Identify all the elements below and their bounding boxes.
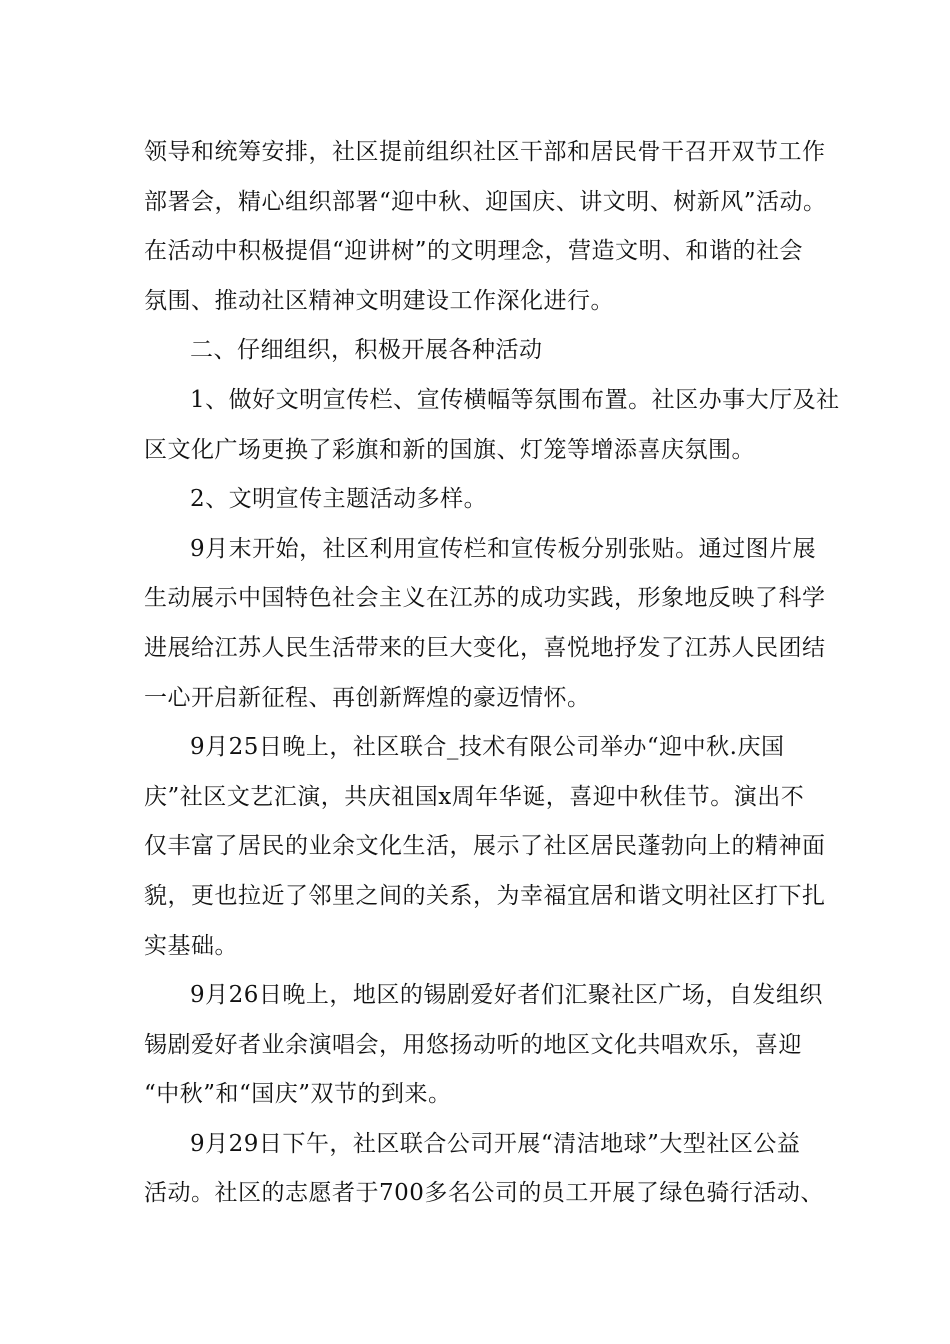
text-line: 9月26日晚上，地区的锡剧爱好者们汇聚社区广场，自发组织 (190, 982, 823, 1009)
text-line: 进展给江苏人民生活带来的巨大变化，喜悦地抒发了江苏人民团结 (144, 634, 826, 661)
text-line: 仅丰富了居民的业余文化生活，展示了社区居民蓬勃向上的精神面 (144, 833, 826, 860)
text-line: 一心开启新征程、再创新辉煌的豪迈情怀。 (144, 684, 591, 711)
text-line: 生动展示中国特色社会主义在江苏的成功实践，形象地反映了科学 (144, 585, 826, 612)
text-line: 在活动中积极提倡“迎讲树”的文明理念，营造文明、和谐的社会 (144, 238, 804, 265)
text-line: 锡剧爱好者业余演唱会，用悠扬动听的地区文化共唱欢乐，喜迎 (144, 1031, 802, 1058)
text-line: 9月末开始，社区利用宣传栏和宣传板分别张贴。通过图片展 (190, 535, 817, 562)
text-line: “中秋”和“国庆”双节的到来。 (144, 1081, 452, 1108)
text-line: 1、做好文明宣传栏、宣传横幅等氛围布置。社区办事大厅及社 (190, 386, 840, 413)
text-line: 貌，更也拉近了邻里之间的关系，为幸福宜居和谐文明社区打下扎 (144, 882, 826, 909)
text-line: 部署会，精心组织部署“迎中秋、迎国庆、讲文明、树新风”活动。 (144, 188, 827, 215)
text-line: 活动。社区的志愿者于700多名公司的员工开展了绿色骑行活动、 (144, 1180, 824, 1207)
text-line: 9月25日晚上，社区联合_技术有限公司举办“迎中秋.庆国 (190, 734, 785, 761)
section-heading: 二、仔细组织，积极开展各种活动 (190, 337, 543, 364)
text-line: 庆”社区文艺汇演，共庆祖国x周年华诞，喜迎中秋佳节。演出不 (144, 783, 805, 810)
text-line: 9月29日下午，社区联合公司开展“清洁地球”大型社区公益 (190, 1130, 801, 1157)
text-line: 2、文明宣传主题活动多样。 (190, 486, 488, 513)
document-body (144, 128, 840, 1219)
text-line: 区文化广场更换了彩旗和新的国旗、灯笼等增添喜庆氛围。 (144, 436, 755, 463)
text-line: 实基础。 (144, 932, 238, 959)
text-line: 氛围、推动社区精神文明建设工作深化进行。 (144, 287, 614, 314)
text-line: 领导和统筹安排，社区提前组织社区干部和居民骨干召开双节工作 (144, 139, 826, 165)
